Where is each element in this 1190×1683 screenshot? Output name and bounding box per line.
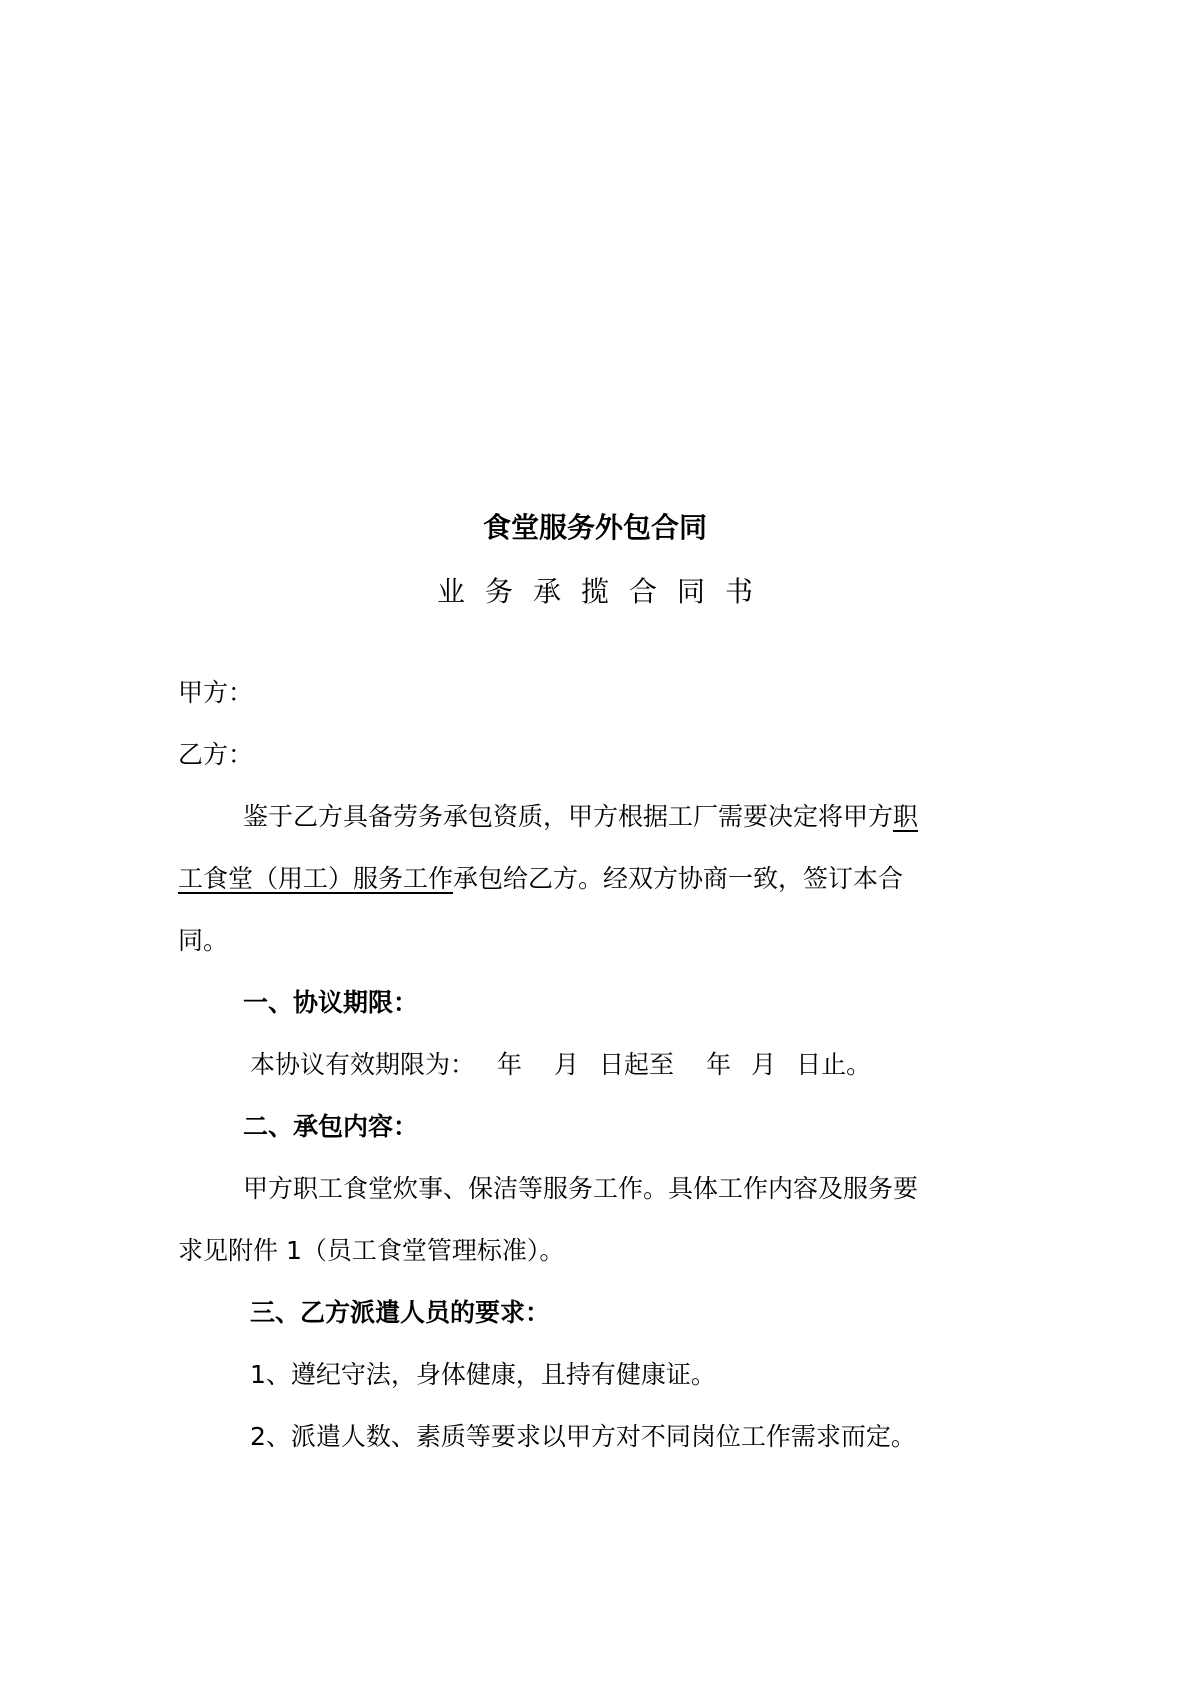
term-end-day: 日止。 [796, 1050, 872, 1079]
section-3-item-1: 1、遵纪守法，身体健康，且持有健康证。 [250, 1360, 716, 1389]
section-3-item-2: 2、派遣人数、素质等要求以甲方对不同岗位工作需求而定。 [250, 1422, 916, 1451]
section-2-line-2: 求见附件 1（员工食堂管理标准）。 [178, 1236, 565, 1265]
document-title: 食堂服务外包合同 [482, 511, 707, 544]
term-end-year: 年 [706, 1050, 732, 1079]
intro-line-2-text: 承包给乙方。经双方协商一致，签订本合 [453, 864, 904, 893]
intro-line-3: 同。 [178, 926, 229, 955]
party-b-label: 乙方： [178, 740, 254, 769]
intro-line-1-underlined: 职 [893, 802, 919, 831]
section-3-heading: 三、乙方派遣人员的要求： [250, 1298, 551, 1327]
term-label: 本协议有效期限为： [250, 1050, 476, 1079]
term-end-month: 月 [751, 1050, 777, 1079]
section-1-term-line [250, 1049, 871, 1081]
party-a-label: 甲方： [178, 678, 254, 707]
intro-line-2 [178, 863, 903, 895]
section-2-line-1: 甲方职工食堂炊事、保洁等服务工作。具体工作内容及服务要 [243, 1174, 919, 1203]
section-2-heading: 二、承包内容： [243, 1112, 419, 1141]
term-start-year: 年 [497, 1050, 523, 1079]
document-subtitle: 业务承揽合同书 [436, 575, 773, 608]
term-start-month: 月 [554, 1050, 580, 1079]
intro-line-1 [243, 801, 918, 833]
section-1-heading: 一、协议期限： [243, 988, 419, 1017]
intro-line-2-underlined: 工食堂（用工）服务工作 [178, 864, 454, 893]
term-start-day: 日起至 [599, 1050, 675, 1079]
intro-line-1-text: 鉴于乙方具备劳务承包资质，甲方根据工厂需要决定将甲方 [243, 802, 894, 831]
